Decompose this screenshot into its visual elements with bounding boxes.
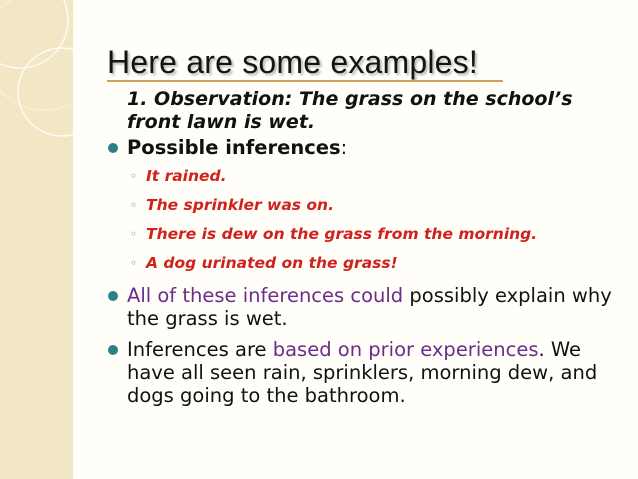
list-item xyxy=(108,162,628,191)
slide-body xyxy=(108,88,628,407)
decorative-sidebar xyxy=(0,0,73,479)
bullet-dot-icon xyxy=(108,291,118,301)
list-item xyxy=(108,249,628,278)
list-item xyxy=(108,191,628,220)
inference-text: A dog urinated on the grass! xyxy=(146,254,398,272)
circle-bullet-icon: ◦ xyxy=(130,256,138,270)
circle-bullet-icon: ◦ xyxy=(130,169,138,183)
bullet-dot-icon xyxy=(108,143,118,153)
title-underline xyxy=(107,80,503,82)
bullet-all-inferences xyxy=(108,284,628,330)
inference-text: There is dew on the grass from the morning. xyxy=(146,225,538,243)
point-text: . We have all seen rain, sprinklers, morning dew, and dogs going to the bathroom. xyxy=(127,338,598,407)
decorative-circles xyxy=(0,0,73,479)
list-item xyxy=(108,220,628,249)
inference-text: It rained. xyxy=(146,167,227,185)
highlight-text: based on prior experiences xyxy=(272,338,539,361)
slide-title: Here are some examples! xyxy=(107,44,478,80)
point-lead-text: Inferences are xyxy=(127,338,273,361)
circle-bullet-icon: ◦ xyxy=(130,227,138,241)
circle-bullet-icon: ◦ xyxy=(130,198,138,212)
possible-inferences-label: Possible inferences xyxy=(127,136,341,159)
inference-list xyxy=(108,162,628,278)
possible-inferences-colon: : xyxy=(340,136,348,159)
bullet-prior-experiences xyxy=(108,338,628,407)
point-text: possibly explain why the grass is wet. xyxy=(127,284,612,330)
inference-text: The sprinkler was on. xyxy=(146,196,334,214)
observation-text: 1. Observation: The grass on the school’s front lawn is wet. xyxy=(127,88,573,133)
bullet-possible-inferences xyxy=(108,136,628,159)
bullet-dot-icon xyxy=(108,345,118,355)
highlight-text: All of these inferences could xyxy=(127,284,404,307)
